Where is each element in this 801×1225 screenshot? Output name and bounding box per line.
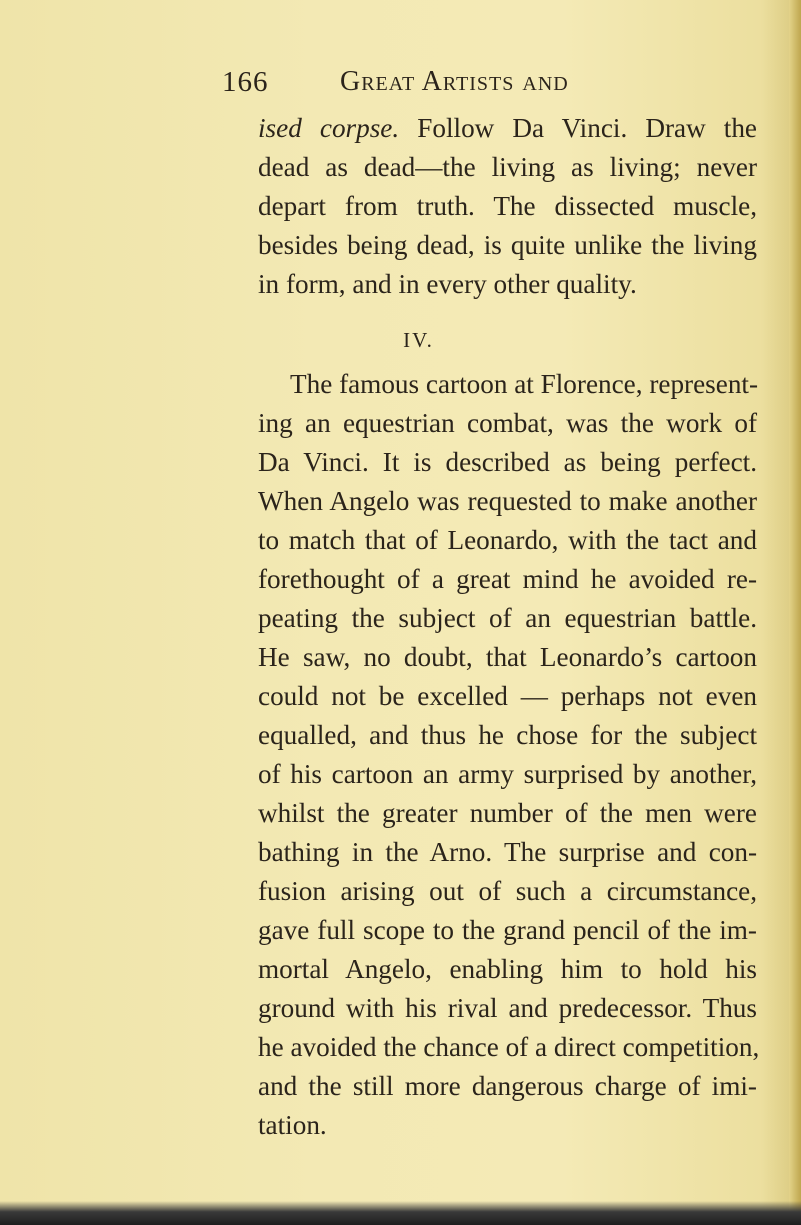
- paragraph-2-line-4: When Angelo was requested to make another: [258, 486, 757, 516]
- opening-italic-phrase: ised corpse.: [258, 113, 400, 143]
- paragraph-1-line-3: depart from truth. The dissected muscle,: [258, 191, 757, 221]
- paragraph-2-line-5: to match that of Leonardo, with the tact and: [258, 525, 757, 555]
- paragraph-2-line-20: tation.: [258, 1110, 327, 1140]
- paragraph-1-line-1: [258, 108, 757, 148]
- paragraph-2-line-7: peating the subject of an equestrian battle.: [258, 603, 757, 633]
- paragraph-2-line-3: Da Vinci. It is described as being perfect.: [258, 447, 757, 477]
- paragraph-2-line-1: The famous cartoon at Florence, represent-: [290, 369, 759, 399]
- paragraph-2-line-2: ing an equestrian combat, was the work of: [258, 408, 757, 438]
- paragraph-2-line-11: of his cartoon an army surprised by another,: [258, 759, 757, 789]
- paragraph-2-line-9: could not be excelled — perhaps not even: [258, 681, 757, 711]
- paragraph-2-line-15: gave full scope to the grand pencil of the im-: [258, 915, 757, 945]
- bottom-edge-shadow: [0, 1201, 801, 1225]
- running-header: [222, 64, 622, 100]
- section-numeral: IV.: [403, 328, 434, 352]
- page-edge-shadow: [789, 0, 801, 1225]
- paragraph-2-line-8: He saw, no doubt, that Leonardo’s cartoon: [258, 642, 757, 672]
- paragraph-2-line-10: equalled, and thus he chose for the subject: [258, 720, 757, 750]
- paragraph-2-line-6: forethought of a great mind he avoided re-: [258, 564, 757, 594]
- paragraph-1-line-2: dead as dead—the living as living; never: [258, 152, 757, 182]
- paragraph-2-line-17: ground with his rival and predecessor. Thus: [258, 993, 757, 1023]
- first-line-rest: Follow Da Vinci. Draw the: [417, 113, 757, 143]
- paragraph-2-line-14: fusion arising out of such a circumstance,: [258, 876, 757, 906]
- section-heading: [0, 328, 801, 353]
- paragraph-2-line-18: he avoided the chance of a direct competition,: [258, 1032, 760, 1062]
- paragraph-2-line-13: bathing in the Arno. The surprise and con-: [258, 837, 757, 867]
- paragraph-1-line-5: in form, and in every other quality.: [258, 269, 637, 299]
- paragraph-2-line-19: and the still more dangerous charge of imi-: [258, 1071, 757, 1101]
- running-title: Great Artists and: [340, 66, 569, 97]
- page-number: 166: [222, 66, 269, 98]
- paragraph-1-line-4: besides being dead, is quite unlike the living: [258, 230, 757, 260]
- paragraph-2-line-16: mortal Angelo, enabling him to hold his: [258, 954, 757, 984]
- paragraph-2-line-12: whilst the greater number of the men were: [258, 798, 757, 828]
